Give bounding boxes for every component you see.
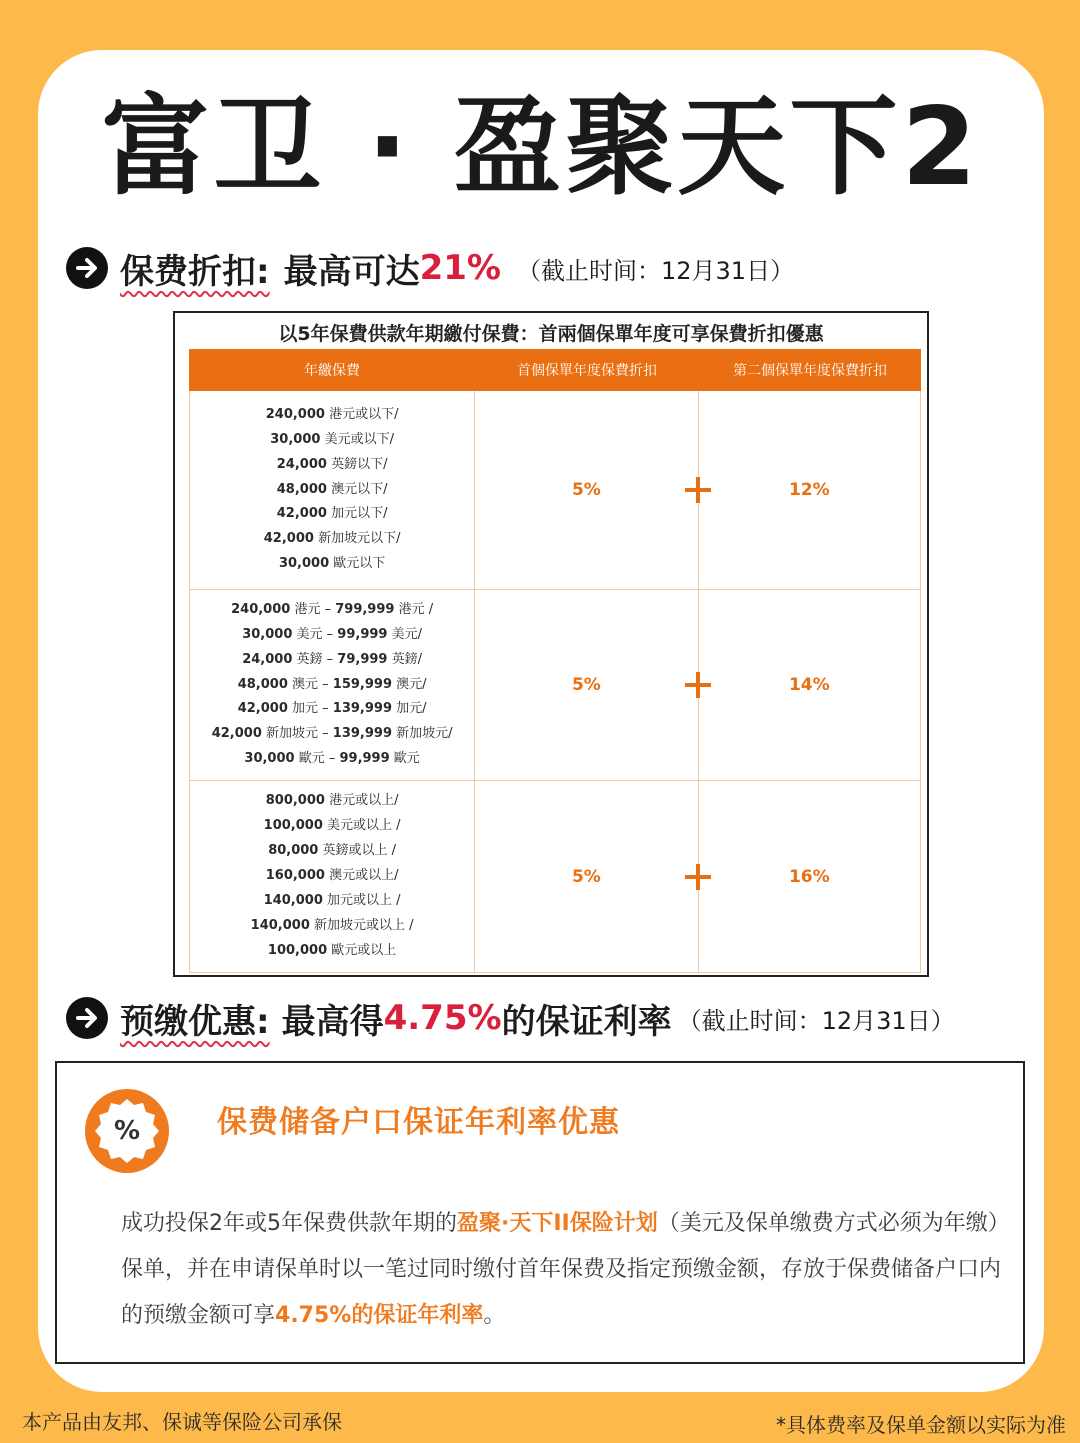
range-line: 240,000 港元 – 799,999 港元 / — [231, 601, 434, 617]
premium-range-cell — [190, 590, 475, 780]
prepayment-text: 最高得 — [281, 1001, 384, 1042]
header-second-year-discount: 第二個保單年度保費折扣 — [733, 363, 887, 379]
first-year-discount: 5% — [571, 675, 601, 695]
prepayment-highlight: 4.75% — [383, 998, 502, 1038]
plus-icon — [685, 864, 711, 890]
first-year-discount: 5% — [571, 866, 601, 887]
second-year-discount-cell — [699, 590, 920, 780]
range-line: 100,000 歐元或以上 — [267, 942, 397, 958]
header-first-year-discount: 首個保單年度保費折扣 — [517, 363, 657, 379]
table-header — [189, 349, 921, 391]
range-line: 42,000 新加坡元以下/ — [263, 531, 401, 547]
range-line: 48,000 澳元以下/ — [276, 481, 388, 497]
range-line: 30,000 歐元 – 99,999 歐元 — [244, 751, 420, 767]
page-title: 富卫 · 盈聚天下2 — [101, 85, 981, 210]
range-line: 800,000 港元或以上/ — [265, 793, 399, 809]
first-year-discount-cell — [475, 391, 698, 589]
discount-heading — [66, 246, 794, 290]
range-line: 48,000 澳元 – 159,999 澳元/ — [237, 676, 427, 692]
arrow-right-icon — [66, 247, 108, 289]
range-line: 30,000 美元 – 99,999 美元/ — [242, 626, 422, 642]
range-line: 42,000 加元 – 139,999 加元/ — [237, 701, 427, 717]
percent-badge-icon — [85, 1089, 169, 1173]
prepayment-deadline: （截止时间：12月31日） — [677, 1006, 955, 1035]
premium-range-cell — [190, 391, 475, 589]
promo-body: 成功投保2年或5年保费供款年期的盈聚·天下II保险计划（美元及保单缴费方式必须为年缴）保单，并在申请保单时以一笔过同时缴付首年保费及指定预缴金额，存放于保费储备户口内的预缴金额可享4.75%的保证年利率。 — [121, 1211, 1002, 1328]
second-year-discount: 16% — [788, 866, 830, 887]
second-year-discount-cell — [699, 391, 920, 589]
range-line: 100,000 美元或以上 / — [263, 818, 401, 834]
prepayment-text-2: 的保证利率 — [501, 1001, 672, 1042]
promo-title: 保费储备户口保证年利率优惠 — [217, 1105, 620, 1140]
first-year-discount-cell — [475, 590, 698, 780]
range-line: 42,000 加元以下/ — [276, 506, 388, 522]
range-line: 30,000 歐元以下 — [278, 556, 386, 572]
range-line: 160,000 澳元或以上/ — [265, 868, 399, 884]
range-line: 30,000 美元或以下/ — [270, 431, 394, 447]
range-line: 240,000 港元或以下/ — [265, 406, 399, 422]
second-year-discount: 14% — [788, 675, 830, 695]
plus-icon — [685, 477, 711, 503]
discount-text: 最高可达 — [283, 251, 420, 292]
first-year-discount-cell — [475, 781, 698, 972]
table-row — [189, 781, 921, 973]
promo-box — [55, 1061, 1025, 1364]
first-year-discount: 5% — [571, 480, 601, 500]
discount-label: 保费折扣: — [120, 251, 270, 292]
table-row — [189, 391, 921, 590]
premium-range-cell — [190, 781, 475, 972]
range-line: 140,000 新加坡元或以上 / — [250, 917, 414, 933]
second-year-discount: 12% — [788, 480, 830, 500]
plus-icon — [685, 672, 711, 698]
prepayment-heading — [66, 996, 955, 1040]
range-line: 42,000 新加坡元 – 139,999 新加坡元/ — [211, 726, 453, 742]
header-annual-premium: 年繳保費 — [304, 363, 360, 379]
range-line: 24,000 英鎊以下/ — [276, 456, 388, 472]
discount-highlight: 21% — [419, 248, 501, 288]
discount-table — [173, 311, 929, 977]
table-row — [189, 590, 921, 781]
prepayment-label: 预缴优惠: — [120, 1001, 270, 1042]
table-caption: 以5年保費供款年期繳付保費：首兩個保單年度可享保費折扣優惠 — [278, 323, 824, 345]
range-line: 140,000 加元或以上 / — [263, 892, 401, 908]
range-line: 80,000 英鎊或以上 / — [268, 843, 397, 859]
percent-symbol: % — [113, 1116, 141, 1146]
underwriter-note: 本产品由友邦、保诚等保险公司承保 — [22, 1410, 342, 1434]
disclaimer-note: *具体费率及保单金额以实际为准 — [776, 1413, 1066, 1437]
second-year-discount-cell — [699, 781, 920, 972]
range-line: 24,000 英鎊 – 79,999 英鎊/ — [242, 651, 422, 667]
discount-deadline: （截止时间：12月31日） — [517, 256, 795, 285]
arrow-right-icon — [66, 997, 108, 1039]
